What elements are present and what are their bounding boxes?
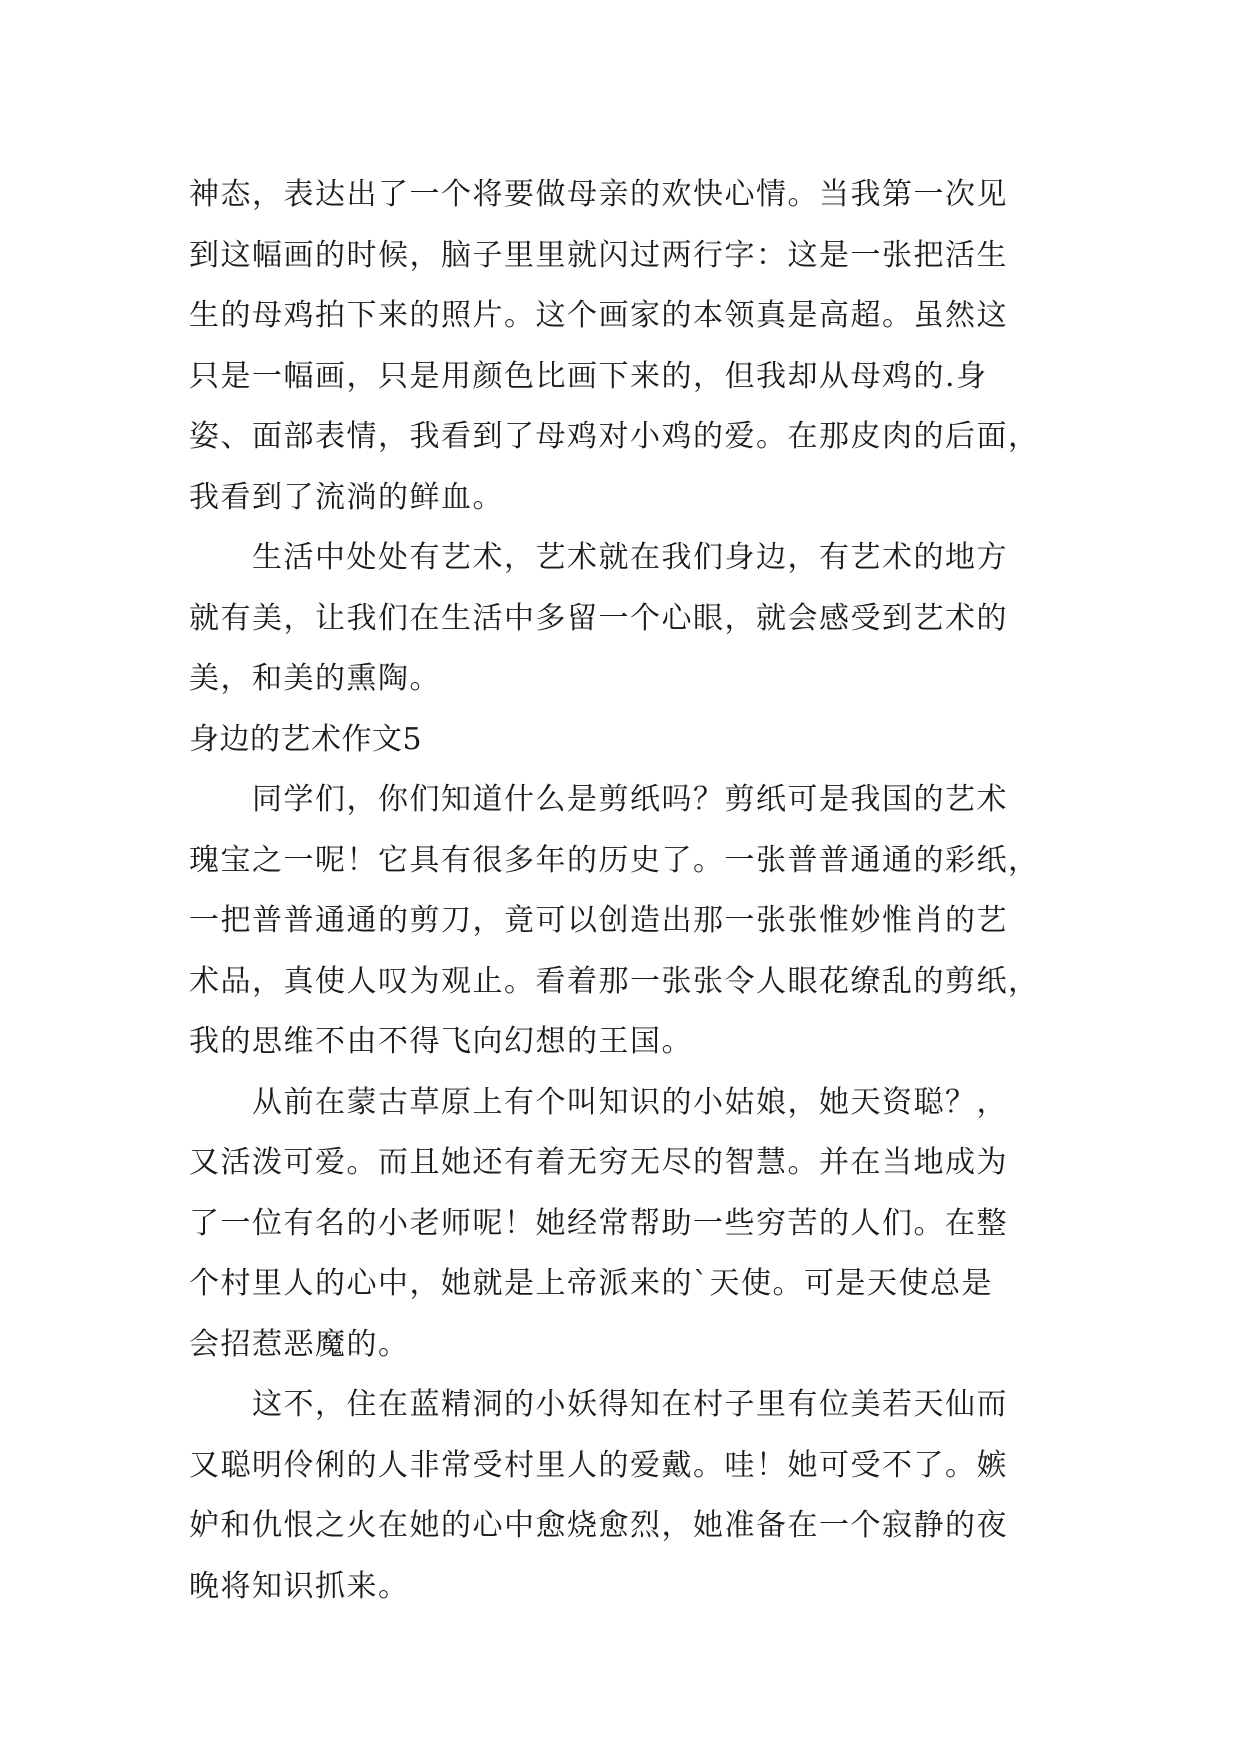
text-line: 晚将知识抓来。	[189, 1568, 410, 1604]
text-line: 妒和仇恨之火在她的心中愈烧愈烈，她准备在一个寂静的夜	[189, 1508, 1008, 1543]
text-line: 美，和美的熏陶。	[189, 661, 441, 696]
document-page	[189, 165, 1053, 1617]
paragraph-first-line: 同学们，你们知道什么是剪纸吗？剪纸可是我国的艺术	[252, 782, 1008, 817]
text-line: 姿、面部表情，我看到了母鸡对小鸡的爱。在那皮肉的后面，	[189, 419, 1040, 454]
text-line: 神态，表达出了一个将要做母亲的欢快心情。当我第一次见	[189, 177, 1008, 212]
text-line: 一把普普通通的剪刀，竟可以创造出那一张张惟妙惟肖的艺	[189, 903, 1008, 938]
text-line: 就有美，让我们在生活中多留一个心眼，就会感受到艺术的	[189, 600, 1008, 636]
text-line: 个村里人的心中，她就是上帝派来的`天使。可是天使总是	[189, 1266, 993, 1301]
text-line: 瑰宝之一呢！它具有很多年的历史了。一张普普通通的彩纸，	[189, 842, 1040, 878]
text-line: 只是一幅画，只是用颜色比画下来的，但我却从母鸡的.身	[189, 358, 988, 394]
paragraph-first-line: 从前在蒙古草原上有个叫知识的小姑娘，她天资聪？，	[252, 1084, 1008, 1120]
text-line: 又聪明伶俐的人非常受村里人的爱戴。哇！她可受不了。嫉	[189, 1447, 1008, 1483]
text-line: 到这幅画的时候，脑子里里就闪过两行字：这是一张把活生	[189, 237, 1008, 273]
text-line: 会招惹恶魔的。	[189, 1326, 410, 1362]
section-heading: 身边的艺术作文5	[189, 721, 423, 757]
text-line: 术品，真使人叹为观止。看着那一张张令人眼花缭乱的剪纸，	[189, 963, 1040, 999]
paragraph-first-line: 生活中处处有艺术，艺术就在我们身边，有艺术的地方	[252, 540, 1008, 575]
text-line: 我的思维不由不得飞向幻想的王国。	[189, 1024, 693, 1059]
text-line: 又活泼可爱。而且她还有着无穷无尽的智慧。并在当地成为	[189, 1145, 1008, 1180]
text-line: 了一位有名的小老师呢！她经常帮助一些穷苦的人们。在整	[189, 1205, 1008, 1241]
text-line: 我看到了流淌的鲜血。	[189, 479, 504, 515]
paragraph-first-line: 这不，住在蓝精洞的小妖得知在村子里有位美若天仙而	[252, 1387, 1008, 1422]
text-line: 生的母鸡拍下来的照片。这个画家的本领真是高超。虽然这	[189, 298, 1008, 333]
